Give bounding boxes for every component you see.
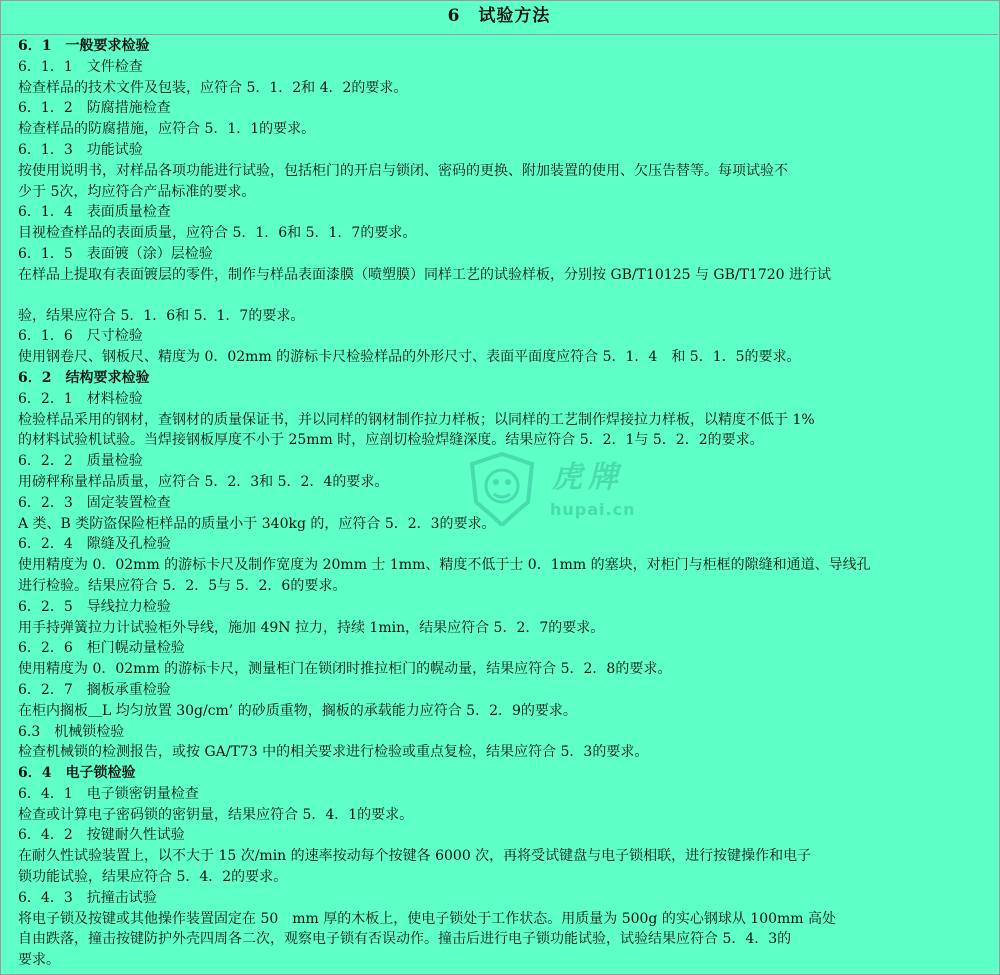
text-line: 6．4．1 电子锁密钥量检查 — [18, 785, 199, 802]
text-line: 6．2．1 材料检验 — [18, 390, 143, 407]
text-line: 6．4．2 按键耐久性试验 — [18, 827, 185, 844]
text-line: 目视检查样品的表面质量，应符合 5．1．6和 5．1．7的要求。 — [18, 225, 417, 242]
section-heading: 6．4 电子锁检验 — [18, 765, 136, 782]
text-line: 6．1．5 表面镀（涂）层检验 — [18, 245, 213, 262]
text-line: 6．2．4 隙缝及孔检验 — [18, 536, 171, 553]
text-line: 使用钢卷尺、钢板尺、精度为 0．02mm 的游标卡尺检验样品的外形尺寸、表面平面度应符合 5．1．4 和 5．1．5的要求。 — [18, 349, 801, 366]
text-line: 自由跌落，撞击按键防护外壳四周各二次，观察电子锁有否误动作。撞击后进行电子锁功能试验，试验结果应符合 5．4．3的 — [18, 931, 792, 948]
watermark-text: 虎牌 — [552, 460, 624, 495]
text-line: 检查样品的技术文件及包装，应符合 5．1．2和 4．2的要求。 — [18, 79, 408, 96]
text-line: 检查机械锁的检测报告，或按 GA/T73 中的相关要求进行检验或重点复检，结果应符合 5．3的要求。 — [18, 744, 649, 761]
text-line: 6．2．5 导线拉力检验 — [18, 598, 171, 615]
text-line: 验，结果应符合 5．1．6和 5．1．7的要求。 — [18, 307, 305, 324]
text-line: 要求。 — [18, 952, 60, 969]
section-title: 6 试验方法 — [0, 0, 998, 35]
text-line: 进行检验。结果应符合 5．2．5与 5．2．6的要求。 — [18, 577, 347, 594]
text-line: 在样品上提取有表面镀层的零件，制作与样品表面漆膜（喷塑膜）同样工艺的试验样板，分别按 GB/T10125 与 GB/T1720 进行试 — [18, 266, 832, 283]
text-line: 6．1．6 尺寸检验 — [18, 328, 143, 345]
text-line: 6．2．2 质量检验 — [18, 453, 143, 470]
text-line: 6．1．1 文件检查 — [18, 58, 143, 75]
text-line: 检验样品采用的钢材，查钢材的质量保证书，并以同样的钢材制作拉力样板；以同样的工艺制作焊接拉力样板，以精度不低于 1% — [18, 411, 815, 428]
text-line: 6．1．2 防腐措施检查 — [18, 100, 171, 117]
text-line: 少于 5次，均应符合产品标准的要求。 — [18, 183, 256, 200]
text-line: 用磅秤称量样品质量，应符合 5．2．3和 5．2．4的要求。 — [18, 473, 389, 490]
text-line: 在柜内搁板＿L 均匀放置 30g/cm’ 的砂质重物，搁板的承载能力应符合 5．2．9的要求。 — [18, 702, 577, 719]
text-line: 检查或计算电子密码锁的密钥量，结果应符合 5．4．1的要求。 — [18, 806, 414, 823]
text-line: 6.3 机械锁检验 — [18, 723, 125, 740]
text-line: 的材料试验机试验。当焊接钢板厚度不小于 25mm 时，应剖切检验焊缝深度。结果应符合 5．2．1与 5．2．2的要求。 — [18, 432, 764, 449]
text-line: 6．2．3 固定装置检查 — [18, 494, 171, 511]
text-line: 使用精度为 0．02mm 的游标卡尺及制作宽度为 20mm 士 1mm、精度不低于士 0．1mm 的塞块，对柜门与柜框的隙缝和通道、导线孔 — [18, 557, 871, 574]
text-line: 将电子锁及按键或其他操作装置固定在 50 mm 厚的木板上，使电子锁处于工作状态。用质量为 500g 的实心钢球从 100mm 高处 — [18, 910, 837, 927]
text-line: 按使用说明书，对样品各项功能进行试验，包括柜门的开启与锁闭、密码的更换、附加装置的使用、欠压告替等。每项试验不 — [18, 162, 788, 179]
text-line: 6．2．7 搁板承重检验 — [18, 681, 171, 698]
text-line: 6．2．6 柜门幌动量检验 — [18, 640, 185, 657]
text-line: 6．1．4 表面质量检查 — [18, 204, 171, 221]
text-line: A 类、B 类防盗保险柜样品的质量小于 340kg 的，应符合 5．2．3的要求。 — [18, 515, 496, 532]
section-heading: 6．2 结构要求检验 — [18, 369, 150, 386]
text-line: 锁功能试验，结果应符合 5．4．2的要求。 — [18, 869, 288, 886]
text-line: 检查样品的防腐措施，应符合 5．1．1的要求。 — [18, 121, 316, 138]
watermark-url: hupai.cn — [550, 500, 636, 519]
text-line: 使用精度为 0．02mm 的游标卡尺，测量柜门在锁闭时推拉柜门的幌动量，结果应符合 5．2．8的要求。 — [18, 661, 672, 678]
section-heading: 6．1 一般要求检验 — [18, 38, 150, 54]
text-line: 在耐久性试验装置上，以不大于 15 次/min 的速率按动每个按键各 6000 次，再将受试键盘与电子锁相联，进行按键操作和电子 — [18, 848, 812, 865]
text-line: 6．1．3 功能试验 — [18, 141, 143, 158]
text-line: 用手持弹簧拉力计试验柜外导线，施加 49N 拉力，持续 1min，结果应符合 5．2．7的要求。 — [18, 619, 605, 636]
document-body — [18, 36, 990, 971]
text-line: 6．4．3 抗撞击试验 — [18, 889, 157, 906]
